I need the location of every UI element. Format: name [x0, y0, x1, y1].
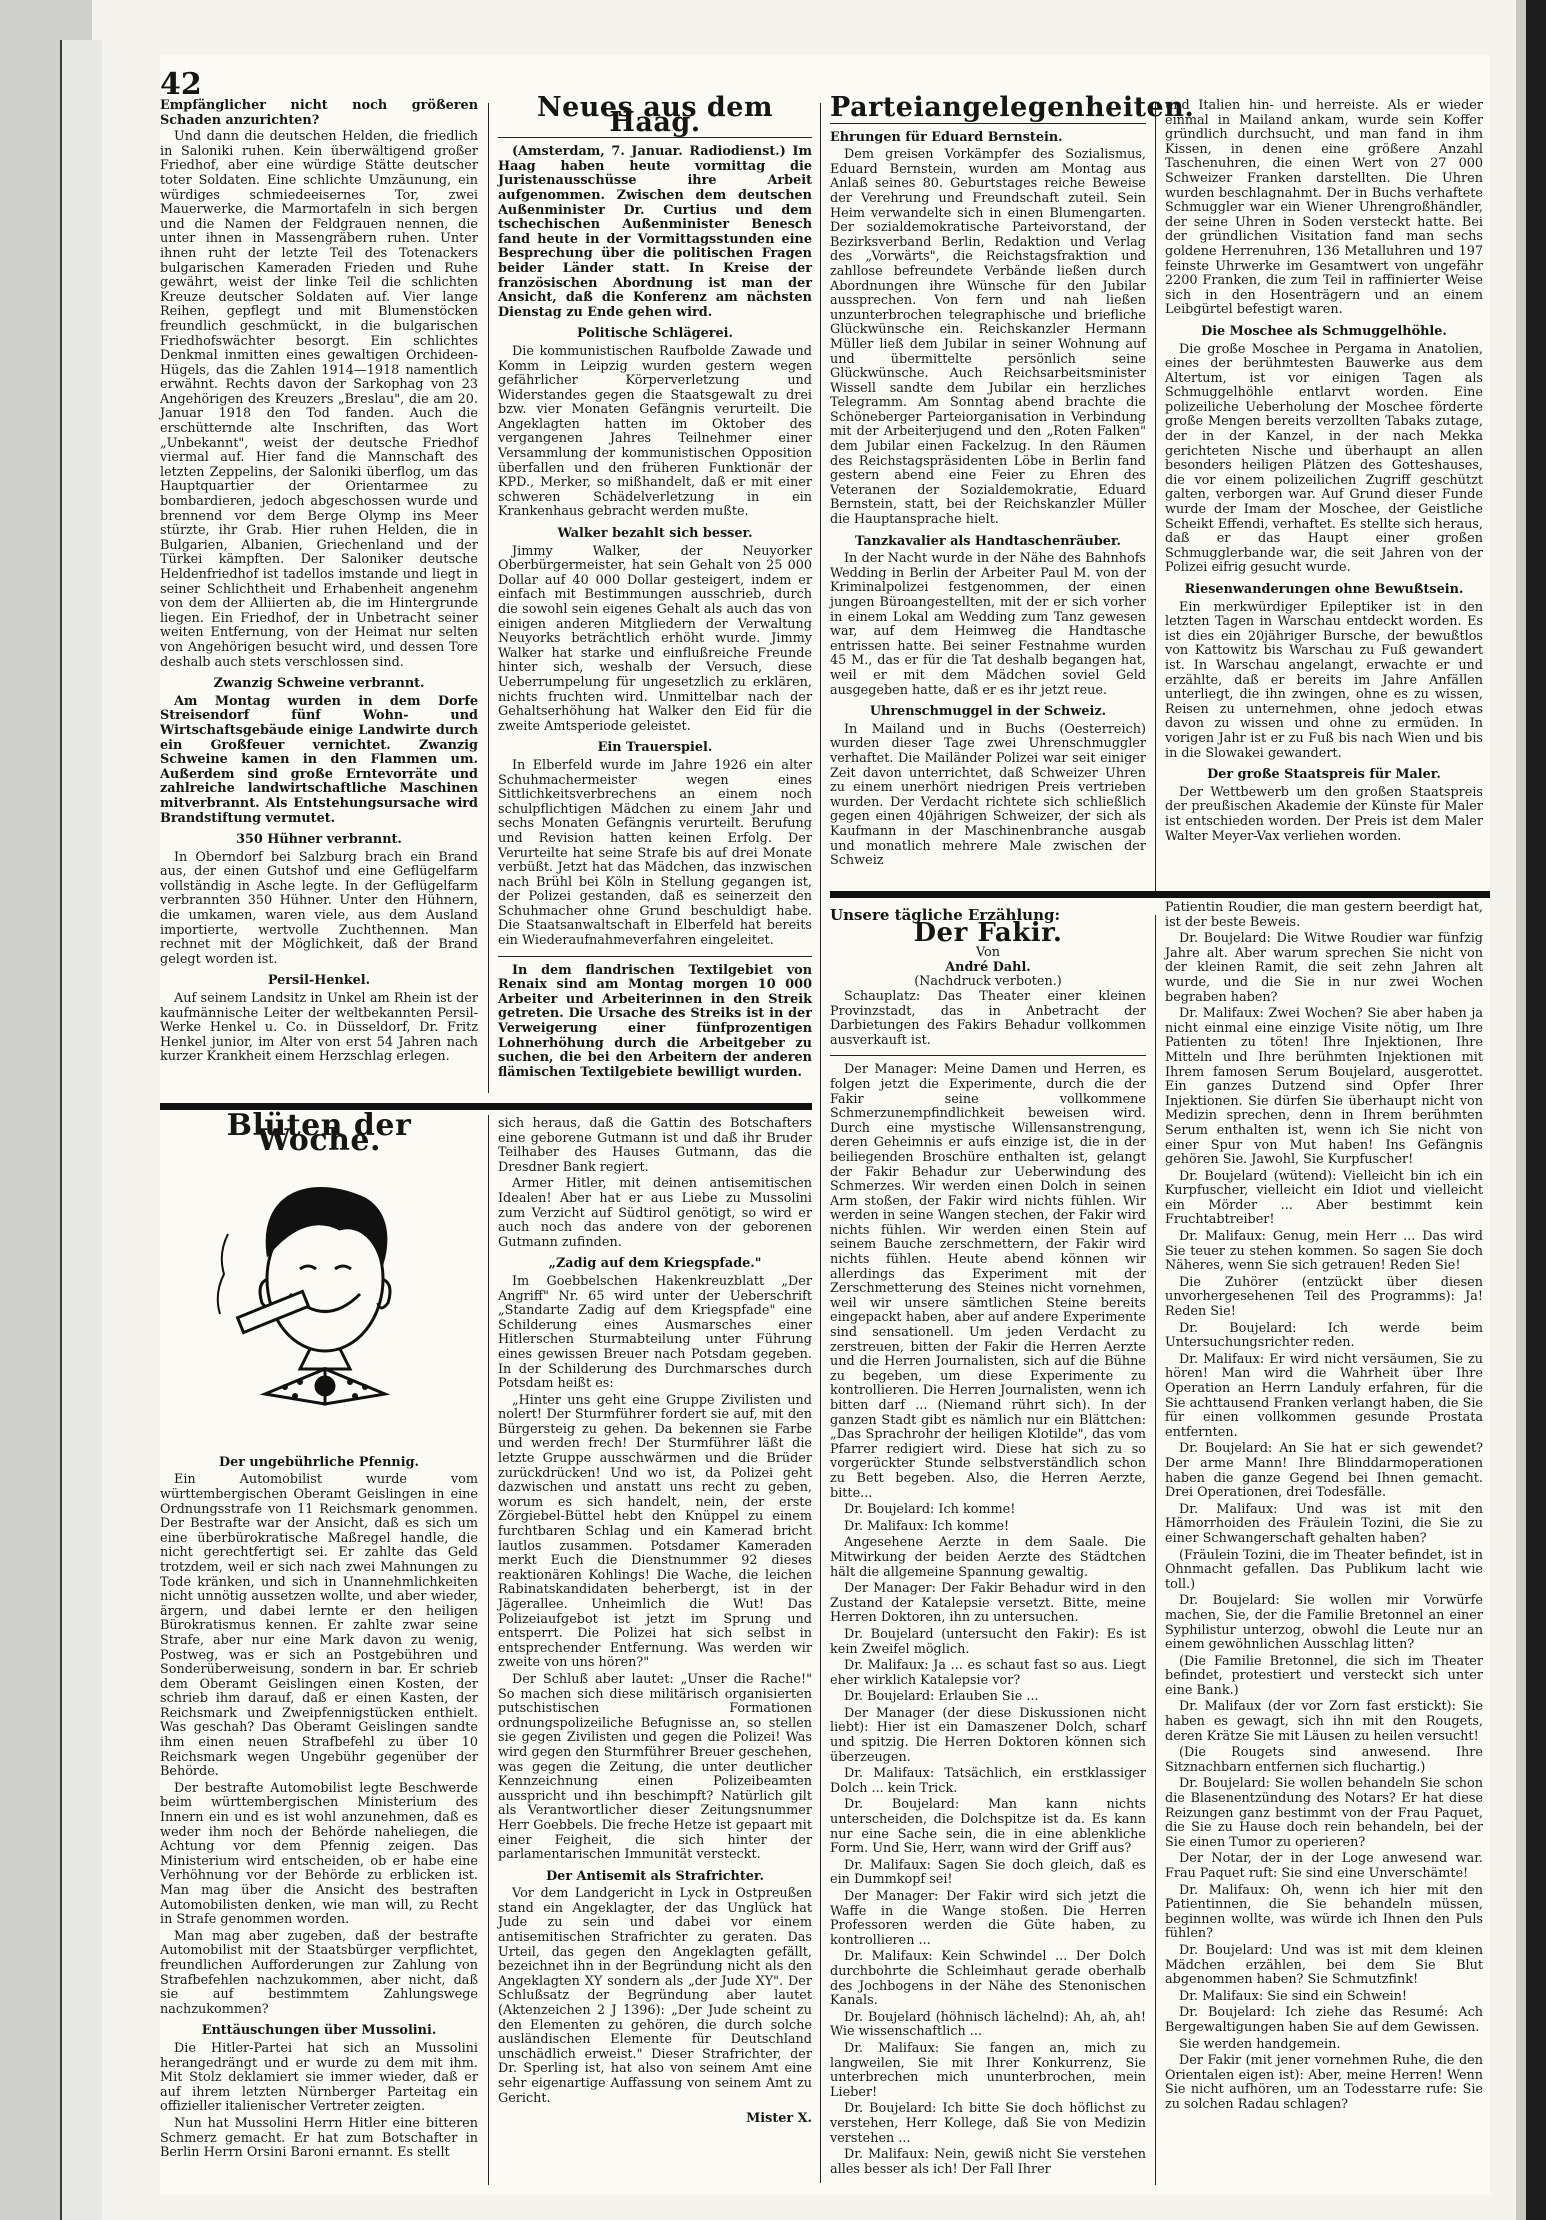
story-paragraph: Dr. Boujelard: An Sie hat er sich gewendet? Der arme Mann! Ihre Blinddarmoperationen haben die ganze Gegend bei Ihnen gemacht. Drei Operationen, drei Todesfälle. — [1165, 1441, 1483, 1501]
divider — [498, 956, 812, 957]
text-paragraph: In Oberndorf bei Salzburg brach ein Brand aus, der einen Gutshof und eine Geflügelfarm vollständig in Asche legte. In der Geflügelfarm verbrannten 350 Hühner. Unter den Hühnern, die umkamen, waren viele, aus dem Ausland importierte, wertvolle Zuchthennen. Man rechnet mit der Möglichkeit, daß der Brand gelegt worden ist. — [160, 849, 478, 967]
story-label: Unsere tägliche Erzählung: — [830, 906, 1060, 924]
story-paragraph: Dr. Malifaux: Nein, gewiß nicht Sie verstehen alles besser als ich! Der Fall Ihrer — [830, 2147, 1146, 2177]
text-paragraph: Der Wettbewerb um den großen Staatspreis der preußischen Akademie der Künste für Maler ist entschieden worden. Der Preis ist dem Maler Walter Meyer-Vax verliehen worden. — [1165, 784, 1483, 844]
article-title: Der ungebührliche Pfennig. — [219, 1454, 419, 1470]
story-paragraph: Dr. Malifaux: Oh, wenn ich hier mit den Patientinnen, die Sie behandeln müssen, beginnen wollte, was würde ich Ihnen den Puls fühlen? — [1165, 1882, 1483, 1942]
text-paragraph: Nun hat Mussolini Herrn Hitler eine bitteren Schmerz gemacht. Er hat zum Botschafter in Berlin Herrn Orsini Baroni ernannt. Es stellt — [160, 2115, 478, 2161]
column-rule — [1155, 103, 1156, 893]
article-title: Tanzkavalier als Handtaschenräuber. — [855, 533, 1121, 549]
column-bluten-der-woche — [160, 1108, 478, 2192]
story-paragraph: Dr. Malifaux: Ich komme! — [844, 1518, 1010, 1534]
story-paragraph: Der Notar, der in der Loge anwesend war. Frau Paquet ruft: Sie sind eine Unverschämte! — [1165, 1851, 1483, 1881]
story-paragraph: Sie werden handgemein. — [1179, 2036, 1341, 2052]
scan-right-border — [1526, 0, 1546, 2220]
story-paragraph: Patientin Roudier, die man gestern beerdigt hat, ist der beste Beweis. — [1165, 900, 1483, 930]
story-copyright-note: (Nachdruck verboten.) — [914, 974, 1062, 990]
text-paragraph: Im Goebbelschen Hakenkreuzblatt „Der Angriff" Nr. 65 wird unter der Ueberschrift „Standarte Zadig auf dem Kriegspfade" eine Schilderung eines Ausmarsches einer Hitlerschen Sturmabteilung unter Führung eines gewissen Breuer nach Potsdam gegeben. In der Schilderung des Durchmarsches durch Potsdam heißt es: — [498, 1273, 812, 1392]
story-paragraph: Dr. Malifaux: Zwei Wochen? Sie aber haben ja nicht einmal eine einzige Visite nötig, um Ihre Patienten zu töten! Ihre Injektionen, Ihre Mitteln und Ihre berühmten Injektionen mit Ihrem famosen Serum Boujelard, ausgerottet. Ein ganzes Dutzend sind Opfer Ihrer Injektionen. Sie dürfen Sie überhaupt nicht von Medizin sprechen, denn in Ihrem berühmten Serum enthalten ist, wenn ich Sie nicht von einer Spur von Mut haben! Ins Gefängnis gehören Sie. Jawohl, Sie Kurpfuscher! — [1165, 1006, 1483, 1168]
story-paragraph: Dr. Malifaux: Und was ist mit den Hämorrhoiden des Fräulein Tozini, die Sie zu einer Schwangerschaft gehalten haben? — [1165, 1501, 1483, 1546]
story-title: Der Fakir. — [913, 917, 1063, 948]
section-heading: Parteiangelegenheiten. — [830, 92, 1195, 123]
story-paragraph: Dr. Boujelard: Sie wollen mir Vorwürfe machen, Sie, der die Familie Bretonnel an einer Syphilistur unterzog, obwohl die Leute nur an einem gewöhnlichen Ausschlag litten? — [1165, 1593, 1483, 1653]
scan-binding-edge — [60, 40, 102, 2220]
column-news-left — [160, 99, 478, 1099]
text-paragraph: Der Schluß aber lautet: „Unser die Rache!" So machen sich diese militärisch organisierten putschistischen Formationen ordnungspolizeiliche Befugnisse an, so stellen sie gegen Zivilisten und gegen die Polizei! Was wird gegen den Sturmführer Breuer geschehen, was gegen die Zeitung, die unter deutlicher Kennzeichnung einen Polizeibeamten ausspricht und ihn beschimpft? Natürlich gilt als Verantwortlicher dieser Zeitungsnummer Herr Goebbels. Die freche Hetze ist gepaart mit einer Feigheit, die sich hinter der parlamentarischen Immunität versteckt. — [498, 1671, 812, 1863]
story-paragraph: Der Manager: Der Fakir wird sich jetzt die Waffe in die Wange stoßen. Die Herren Professoren werden die Güte haben, zu kontrollieren ... — [830, 1889, 1146, 1948]
article-title: Persil-Henkel. — [267, 973, 371, 989]
text-paragraph: Die Hitler-Partei hat sich an Mussolini herangedrängt und er wurde zu dem mit ihm. Mit Stolz deklamiert sie immer wieder, daß er auf ihrem letzten Nürnberger Parteitag ein offizieller italienischer Vertreter zeigten. — [160, 2040, 478, 2115]
story-paragraph: Dr. Malifaux: Genug, mein Herr ... Das wird Sie teuer zu stehen kommen. So sagen Sie doch Näheres, wenn Sie sich getrauen! Reden Sie! — [1165, 1229, 1483, 1274]
article-title: Ein Trauerspiel. — [597, 740, 713, 756]
story-paragraph: Der Manager (der diese Diskussionen nicht liebt): Hier ist ein Damaszener Dolch, scharf und spitzig. Die Herren Doktoren können sich überzeugen. — [830, 1705, 1146, 1765]
section-heading: Neues aus dem Haag. — [536, 92, 774, 138]
article-title: Riesenwanderungen ohne Bewußtsein. — [1184, 582, 1464, 597]
story-paragraph: Dr. Malifaux: Sie fangen an, mich zu langweilen, Sie mit Ihrer Konkurrenz, Sie unterbrechen mich ununterbrochen, mein Lieber! — [830, 2040, 1146, 2100]
story-paragraph: Dr. Malifaux: Sagen Sie doch gleich, daß es ein Dummkopf sei! — [830, 1857, 1146, 1888]
story-paragraph: Dr. Malifaux: Kein Schwindel ... Der Dolch durchbohrte die Schleimhaut gerade oberhalb des Jochbogens in der Nähe des Stenonischen Kanals. — [830, 1949, 1146, 2009]
column-story — [830, 901, 1146, 2191]
text-paragraph: Vor dem Landgericht in Lyck in Ostpreußen stand ein Angeklagter, der das Unglück hat Jude zu sein und dabei vor einem antisemitischen Strafrichter zu geraten. Das Urteil, das gegen den Angeklagten gefällt, bezeichnet ihn in der Begründung nicht als den Angeklagten XY sondern als „der Jude XY". Der Schlußsatz der Begründung aber lautet (Aktenzeichen 2 J 1396): „Der Jude scheint zu den Elementen zu gehören, die durch solche ausländischen Elemente für Deutschland unschädlich erweist." Dieser Strafrichter, der Dr. Sperling ist, hat also von seinem Amt eine sehr eigenartige Auffassung von seinem Amt zu Gericht. — [498, 1886, 812, 2106]
story-paragraph: Dr. Boujelard: Man kann nichts unterscheiden, die Dolchspitze ist da. Es kann nur eine Sache sein, die in eine ablenkliche Form. Und Sie, Herr, wann wird der Griff aus? — [830, 1797, 1146, 1857]
scan-right-margin — [1516, 0, 1526, 2220]
column-story-continued — [1165, 901, 1483, 2191]
article-title: Der große Staatspreis für Maler. — [1207, 767, 1441, 783]
text-paragraph: und Italien hin- und herreiste. Als er wieder einmal in Mailand ankam, wurde sein Koffer gründlich durchsucht, und man fand in ihm Kissen, in denen eine größere Anzahl Taschenuhren, die einen Wert von 27 000 Schweizer Franken darstellten. Die Uhren wurden beschlagnahmt. Der in Buchs verhaftete Schmuggler war ein Wiener Uhrengroßhändler, der seine Uhren in Soden versteckt hatte. Bei der gründlichen Visitation fand man sechs goldene Herrenuhren, 136 Metalluhren und 197 feinste Uhrwerke im Gesamtwert von ungefähr 2200 Franken, die zum Teil in raffinierter Weise sich in den Hosenträgern und an einem Leibgürtel befestigt waren. — [1165, 98, 1483, 318]
text-paragraph: Man mag aber zugeben, daß der bestrafte Automobilist mit der Staatsbürger verpflichtet, freundlichen Aufforderungen zur Zahlung von Strafbefehlen nachzukommen, aber nicht, daß sie auf bestimmtem Zahlungswege nachzukommen? — [160, 1928, 478, 2017]
story-paragraph: Dr. Malifaux: Er wird nicht versäumen, Sie zu hören! Man wird die Wahrheit über Ihre Operation an Herrn Landuly erfahren, für die Sie achttausend Franken verlangt haben, die Sie für einen vollkommen gesunde Prostata entfernten. — [1165, 1351, 1483, 1440]
story-scene: Schauplatz: Das Theater einer kleinen Provinzstadt, das in Anbetracht der Darbietungen des Fakirs Behadur vollkommen ausverkauft ist. — [830, 988, 1146, 1048]
text-paragraph: Am Montag wurden in dem Dorfe Streisendorf fünf Wohn- und Wirtschaftsgebäude einige Landwirte durch ein Großfeuer vernichtet. Zwanzig Schweine kamen in den Flammen um. Außerdem sind große Erntevorräte und zahlreiche landwirtschaftliche Maschinen mitverbrannt. Als Entstehungsursache wird Brandstiftung vermutet. — [160, 693, 478, 826]
story-paragraph: Dr. Boujelard (wütend): Vielleicht bin ich ein Kurpfuscher, vielleicht ein Idiot und vielleicht ein Mörder ... Aber bestimmt kein Fruchtabtreiber! — [1165, 1168, 1483, 1228]
story-paragraph: Dr. Boujelard: Die Witwe Roudier war fünfzig Jahre alt. Aber warum sprechen Sie nicht von der kleinen Ramit, die seit zehn Jahren alt wurde, und die Sie in nur zwei Wochen begraben haben? — [1165, 931, 1483, 1005]
text-paragraph: (Amsterdam, 7. Januar. Radiodienst.) Im Haag haben heute vormittag die Juristenausschüsse ihre Arbeit aufgenommen. Zwischen dem deutschen Außenminister Dr. Curtius und dem tschechischen Außenminister Benesch fand heute in der Vormittagsstunden eine Besprechung über die politischen Fragen beider Länder statt. In Kreise der französischen Abordnung ist man der Ansicht, daß die Konferenz am nächsten Dienstag zu Ende gehen wird. — [498, 144, 812, 320]
story-paragraph: Dr. Malifaux: Tatsächlich, ein erstklassiger Dolch ... kein Trick. — [830, 1766, 1146, 1796]
text-paragraph: In der Nacht wurde in der Nähe des Bahnhofs Wedding in Berlin der Arbeiter Paul M. von der Kriminalpolizei festgenommen, der einen jungen Büroangestellten, mit der er sich vorher in einem Lokal am Wedding zum Tanz gewesen war, auf dem Heimweg die Handtasche entrissen hatte. Bei seiner Festnahme wurden 45 M., das er für die Tat deshalb begangen hat, weil er mit dem Mädchen soviel Geld ausgegeben hatte, daß er es ihr jetzt reue. — [830, 551, 1146, 698]
story-paragraph: Der Manager: Meine Damen und Herren, es folgen jetzt die Experimente, durch die der Fakir seine vollkommene Schmerzunempfindlichkeit beweisen wird. Durch eine mystische Willensanstrengung, deren Geheimnis er aufs einzige ist, die in der beiliegenden Broschüre enthalten ist, gelangt der Fakir Behadur zur Ueberwindung des Schmerzes. Wir werden einen Dolch in seinen Arm stoßen, der Fakir wird nichts fühlen. Wir werden in seine Wangen stechen, der Fakir wird nichts fühlen. Wir werden einen Stein auf seinem Bauche zerschmettern, der Fakir wird nichts fühlen. Heute abend können wir allerdings das Experiment mit der Zerschmetterung des Steines nicht vornehmen, weil wir unsere sämtlichen Steine bereits eingepackt haben, aber auf andere Experimente sind sensationell. Um jeden Verdacht zu zerstreuen, bitten der Fakir die Herren Aerzte und die Herren Journalisten, sich auf die Bühne zu begeben, um diese Experimente zu kontrollieren. Die Herren Journalisten, wenn ich bitten darf ... (Niemand rührt sich). In der ganzen Stadt gibt es nämlich nur ein Blättchen: „Das Sprachrohr der heiligen Klotilde", das vom Pfarrer redigiert wird. Diese hat sich zu so vorgerückter Stunde selbstverständlich schon zu Bett begeben. Also, die Herren Aerzte, bitte... — [830, 1062, 1146, 1501]
column-neues-aus-dem-haag — [498, 92, 812, 1089]
story-translation-note: Der Fakir (mit jener vornehmen Ruhe, die den Orientalen eigen ist): Aber, meine Herren! Wenn Sie nicht aufhören, um an Todesstarre rufe: Sie zu solchen Radau schlagen? — [1165, 2053, 1483, 2112]
author-signature: Mister X. — [746, 2111, 812, 2127]
text-paragraph: Ein Automobilist wurde vom württembergischen Oberamt Geislingen in eine Ordnungsstrafe von 11 Reichsmark genommen. Der Bestrafte war der Ansicht, daß es sich um eine überbürokratische Maßregel handle, die nicht gerechtfertigt sei. Er zahlte das Geld trotzdem, weil er sich nach zwei Mahnungen zu Tode kränken, und sich in Unannehmlichkeiten nicht unnötig aussetzen wollte, und aber wieder, ärgern, und dabei lernte er den heiligen Bürokratismus kennen. Er zahlte zwar seine Strafe, aber nur eine Mark davon zu wenig, Postweg, was er sich an Postgebühren und Sonderüberweisung, sondern in bar. Er schrieb dem Oberamt Geislingen einen Kosten, der schrieb ihm darauf, daß er einen Kasten, der Reichsmark und Zweipfennigstücken enthielt. Was geschah? Das Oberamt Geislingen sandte ihm einen neuen Strafbefehl zu über 10 Reichsmark wegen Ungebühr gegenüber der Behörde. — [160, 1472, 478, 1780]
section-rule — [830, 891, 1490, 898]
text-paragraph: In Mailand und in Buchs (Oesterreich) wurden dieser Tage zwei Uhrenschmuggler verhaftet. Die Mailänder Polizei war seit einiger Zeit davon unterrichtet, daß Schweizer Uhren zu einem unerhört niedrigen Preis vertrieben wurden. Der Verdacht richtete sich schließlich gegen einen 40jährigen Schweizer, der sich als Kaufmann in der Maschinenbranche ausgab und monatlich mehrere Male zwischen der Schweiz — [830, 721, 1146, 869]
column-rule — [488, 103, 489, 1093]
divider — [830, 1055, 1146, 1056]
story-byline: Von — [975, 945, 1000, 961]
text-paragraph: Die große Moschee in Pergama in Anatolien, eines der berühmtesten Bauwerke aus dem Altertum, ist vor einigen Tagen als Schmuggelhöhle entlarvt worden. Eine polizeiliche Ueberholung der Moschee förderte große Mengen bereits verzollten Tabaks zutage, der in der Kanzel, in der nach Mekka gerichteten Nische und überhaupt an allen besonders heiligen Plätzen des Gotteshauses, die vor einem polizeilichen Zugriff geschützt galten, verborgen war. Auf Grund dieser Funde wurde der Imam der Moschee, der Geistliche Scheikt Effendi, verhaftet. Es stellte sich heraus, daß er das Haupt einer großen Schmugglerbande war, die seit Jahren von der Polizei eifrig gesucht wurde. — [1165, 341, 1483, 576]
story-paragraph: Dr. Boujelard: Ich bitte Sie doch höflichst zu verstehen, Herr Kollege, daß Sie von Medizin verstehen ... — [830, 2101, 1146, 2146]
text-paragraph: In dem flandrischen Textilgebiet von Renaix sind am Montag morgen 10 000 Arbeiter und Arbeiterinnen in den Streik getreten. Die Ursache des Streiks ist in der Verweigerung einer fünfprozentigen Lohnerhöhung durch die Arbeitgeber zu suchen, die bei den Arbeitern der anderen flämischen Textilgebiete bewilligt wurden. — [498, 962, 812, 1080]
article-title: Politische Schlägerei. — [577, 326, 733, 342]
column-rule — [820, 103, 821, 2183]
text-paragraph: In Elberfeld wurde im Jahre 1926 ein alter Schuhmachermeister wegen eines Sittlichkeitsverbrechens an einem noch schulpflichtigen Mädchen zu einem Jahr und sechs Monaten Gefängnis verurteilt. Berufung und Revision hatten keinen Erfolg. Der Verurteilte hat seine Strafe bis auf drei Monate verbüßt. Jetzt hat das Mädchen, das inzwischen nach Brühl bei Köln in Stellung gegangen ist, der Polizei gestanden, daß es seinerzeit den Schuhmacher ohne Grund beschuldigt habe. Die Staatsanwaltschaft in Elberfeld hat bereits ein Wiederaufnahmeverfahren eingeleitet. — [498, 757, 812, 949]
article-title: Ehrungen für Eduard Bernstein. — [830, 129, 1063, 145]
story-paragraph: (Die Familie Bretonnel, die sich im Theater befindet, protestiert und versteckt sich unter eine Bank.) — [1165, 1653, 1483, 1698]
column-parteiangelegenheiten — [830, 92, 1195, 884]
text-paragraph: Auf seinem Landsitz in Unkel am Rhein ist der kaufmännische Leiter der weltbekannten Persil-Werke Henkel u. Co. in Düsseldorf, Dr. Fritz Henkel junior, im Alter von erst 54 Jahren nach kurzer Krankheit einem Herzschlag erlegen. — [160, 991, 478, 1065]
text-paragraph: Empfänglicher nicht noch größeren Schaden anzurichten? — [160, 98, 478, 128]
text-paragraph: Ein merkwürdiger Epileptiker ist in den letzten Tagen in Warschau entdeckt worden. Es ist dies ein 20jähriger Bursche, der bewußtlos von Kattowitz bis Warschau zu Fuß gewandert ist. In Warschau angelangt, erwachte er und erzählte, daß er bereits im Jahre Anfällen unterliegt, die ihn zwingen, ohne es zu wissen, Reisen zu unternehmen, ohne jedoch etwas davon zu wissen und ohne zu ermüden. In vorigen Jahr ist er zu Fuß bis nach Wien und bis in die Slowakei gewandert. — [1165, 599, 1483, 761]
text-paragraph: Und dann die deutschen Helden, die friedlich in Saloniki ruhen. Kein überwältigend großer Friedhof, aber eine würdige Stätte deutscher toter Soldaten. Eine schlichte Umzäunung, ein würdiges schmiedeeisernes Tor, zwei Mauerwerke, die Marmortafeln in sich bergen und die Namen der Feldgrauen nennen, die unter ihnen in Massengräbern ruhen. Unter ihnen ruht der letzte Teil des Totenackers bulgarischen Kameraden Frieden und Ruhe gewährt, weist der linke Teil die schlichten Kreuze deutscher Soldaten auf. Vier lange Reihen, gepflegt und mit Blumenstöcken freundlich geschmückt, in die bulgarischen Friedhofswächter besorgt. Ein schlichtes Denkmal inmitten eines gewaltigen Orchideen-Hügels, das die Zahlen 1914—1918 namentlich erwähnt. Rechts davon der Sarkophag von 23 Angehörigen des Kreuzers „Breslau", die am 20. Januar 1918 den Tod fanden. Auch die erschütternde alte Inschriften, das Wort „Unbekannt", weist der deutsche Friedhof viermal auf. Hier fand die Mannschaft des letzten Zeppelins, der Saloniki überflog, um das Hauptquartier der Orientarmee zu bombardieren, jedoch abgeschossen wurde und brennend vor dem Berge Olymp ins Meer stürzte, ihr Grab. Hier ruhen Helden, die in Bulgarien, Albanien, Griechenland und der Türkei kämpften. Der Saloniker deutsche Heldenfriedhof ist tadellos imstande und liegt in seiner Schlichtheit und Erhabenheit angenehm von dem der Alliierten ab, die im Hintergrunde liegen. Ein Friedhof, der in Unbetracht seiner weiten Entfernung, von der Heimat nur selten von Angehörigen besucht wird, und dessen Tore deshalb auch stets verschlossen sind. — [160, 129, 478, 670]
story-paragraph: Dr. Boujelard: Ich werde beim Untersuchungsrichter reden. — [1165, 1320, 1483, 1351]
newspaper-page — [160, 55, 1490, 2195]
article-title: Der Antisemit als Strafrichter. — [546, 1868, 764, 1884]
story-paragraph: Dr. Boujelard: Und was ist mit dem kleinen Mädchen erzählen, bei dem Sie Blut abgenommen haben? Sie Schmutzfink! — [1165, 1942, 1483, 1988]
text-paragraph: Jimmy Walker, der Neuyorker Oberbürgermeister, hat sein Gehalt von 25 000 Dollar auf 40 000 Dollar gesteigert, indem er einfach mit Bestimmungen ausschrieb, durch die sowohl sein eigenes Gehalt als auch das von einigen anderen Mitgliedern der Verwaltung Neuyorks beträchtlich erhöht wurde. Jimmy Walker hat starke und einflußreiche Freunde hinter sich, weshalb der Versuch, diese Ueberrumpelung für ungesetzlich zu erklären, nichts fruchten wird. Unmittelbar nach der Gehaltserhöhung hat Walker den Eid für die zweite Amtsperiode geleistet. — [498, 543, 812, 734]
article-title: Walker bezahlt sich besser. — [557, 526, 753, 542]
story-paragraph: (Die Rougets sind anwesend. Ihre Sitznachbarn entfernen sich fluchartig.) — [1165, 1745, 1483, 1775]
story-paragraph: Dr. Malifaux: Ja ... es schaut fast so aus. Liegt eher wirklich Katalepsie vor? — [830, 1658, 1146, 1688]
text-paragraph: „Hinter uns geht eine Gruppe Zivilisten und nolert! Der Sturmführer fordert sie auf, mit den Bürgersteig zu gehen. Da bekennen sie Farbe und werden frech! Der Sturmführer läßt die letzte Gruppe ausschwärmen und die Brüder zurückdrücken! Und wo ist, da Polizei geht dazwischen und anstatt uns recht zu geben, worum es sich handelt, nein, der erste Zörgiebel-Büttel hebt den Knüppel zu einem furchtbaren Schlag und ein Kamerad bricht lautlos zusammen. Potsdamer Kameraden merkt Euch die Dienstnummer 92 dieses reaktionären Kohlings! Die Wache, die leichen Rabinatskandidaten beherbergt, ist in der Jägerallee. Unheimlich die Wut! Das Polizeiaufgebot ist jetzt im Sprung und entsperrt. Die Polizei hat sich selbst in entsprechender Entfernung. Was werden wir zweite von uns hören?" — [498, 1392, 812, 1671]
cartoon-illustration — [160, 1154, 478, 1444]
article-title: Enttäuschungen über Mussolini. — [201, 2023, 437, 2039]
story-paragraph: Dr. Malifaux (der vor Zorn fast erstickt): Sie haben es gewagt, sich ihn mit den Rougets, deren Krätze Sie mit Läusen zu heilen versucht! — [1165, 1699, 1483, 1744]
story-paragraph: Dr. Boujelard: Erlauben Sie ... — [844, 1689, 1039, 1705]
text-paragraph: Die kommunistischen Raufbolde Zawade und Komm in Leipzig wurden gestern wegen gefährlicher Körperverletzung und Widerstandes gegen die Staatsgewalt zu drei bzw. vier Monaten Gefängnis verurteilt. Die Angeklagten hatten im Oktober des vergangenen Jahres Teilnehmer einer Versammlung der kommunistischen Opposition überfallen und den früheren Funktionär der KPD., Merker, so mißhandelt, daß er mit einer schweren Schädelverletzung in ein Krankenhaus gebracht werden mußte. — [498, 343, 812, 520]
article-title: 350 Hühner verbrannt. — [236, 832, 402, 848]
story-paragraph: Die Zuhörer (entzückt über diesen unvorhergesehenen Teil des Programms): Ja! Reden Sie! — [1165, 1274, 1483, 1320]
section-heading: Blüten der Woche. — [226, 1108, 412, 1158]
story-paragraph: Dr. Boujelard: Ich komme! — [844, 1502, 1016, 1518]
article-title: „Zadig auf dem Kriegspfade." — [548, 1256, 762, 1272]
story-paragraph: Dr. Boujelard: Sie wollen behandeln Sie schon die Blasenentzündung des Notars? Er hat diese Reizungen ganz bestimmt von der Frau Paquet, die Sie zu Hause doch rein behandeln, bei der Sie einen Tumor zu operieren? — [1165, 1776, 1483, 1850]
column-news-right — [1165, 99, 1483, 884]
article-title: Die Moschee als Schmuggelhöhle. — [1201, 323, 1447, 339]
story-paragraph: Der Manager: Der Fakir Behadur wird in den Zustand der Katalepsie versetzt. Bitte, meine Herren Doktoren, ihn zu untersuchen. — [830, 1581, 1146, 1626]
column-bluten-continued — [498, 1117, 812, 2192]
column-rule — [1155, 915, 1156, 2185]
text-paragraph: Armer Hitler, mit deinen antisemitischen Idealen! Aber hat er aus Liebe zu Mussolini zum Verzicht auf Südtirol genötigt, so wird er auch noch das andere von der geborenen Gutmann zufinden. — [498, 1176, 812, 1250]
story-paragraph: Angesehene Aerzte in dem Saale. Die Mitwirkung der beiden Aerzte des Städtchen hält die allgemeine Spannung gewaltig. — [830, 1535, 1146, 1580]
column-rule — [488, 1115, 489, 2185]
page-number: 42 — [160, 67, 202, 102]
story-paragraph: Dr. Malifaux: Sie sind ein Schwein! — [1179, 1988, 1408, 2004]
story-author: André Dahl. — [945, 959, 1031, 975]
text-paragraph: Der bestrafte Automobilist legte Beschwerde beim württembergischen Ministerium des Innern ein und es ist wohl anzunehmen, daß es weder ihm noch der Behörde naheliegen, die Achtung vor dem Pfennig zeigen. Das Ministerium wird entscheiden, ob er habe eine Verhöhnung vor der Behörde zu erblicken ist. Man mag über die Ansicht des bestraften Automobilisten denken, wie man will, zu Recht in Strafe genommen worden. — [160, 1780, 478, 1928]
text-paragraph: sich heraus, daß die Gattin des Botschafters eine geborene Gutmann ist und daß ihr Bruder Teilhaber des Hauses Gutmann, das die Dresdner Bank regiert. — [498, 1116, 812, 1175]
article-title: Zwanzig Schweine verbrannt. — [213, 676, 425, 692]
story-paragraph: (Fräulein Tozini, die im Theater befindet, ist in Ohnmacht gefallen. Das Publikum lacht wie toll.) — [1165, 1547, 1483, 1592]
article-title: Uhrenschmuggel in der Schweiz. — [869, 704, 1107, 720]
story-paragraph: Dr. Boujelard (höhnisch lächelnd): Ah, ah, ah! Wie wissenschaftlich ... — [830, 2009, 1146, 2040]
story-paragraph: Dr. Boujelard: Ich ziehe das Resumé: Ach Bergewaltigungen haben Sie auf dem Gewissen. — [1165, 2005, 1483, 2035]
story-paragraph: Dr. Boujelard (untersucht den Fakir): Es ist kein Zweifel möglich. — [830, 1626, 1146, 1657]
text-paragraph: Dem greisen Vorkämpfer des Sozialismus, Eduard Bernstein, wurden am Montag aus Anlaß seines 80. Geburtstages reiche Beweise der Verehrung und Freundschaft zuteil. Sein Heim verwandelte sich in einen Blumengarten. Der sozialdemokratische Parteivorstand, der Bezirksverband Berlin, Redaktion und Verlag des „Vorwärts", die Reichstagsfraktion und zahllose befreundete Verbände ließen durch Abordnungen ihre Wünsche für den Jubilar aussprechen. Von fern und nah ließen unzunterbrochen telegraphische und briefliche Glückwünsche ein. Reichskanzler Hermann Müller ließ dem Jubilar in seiner Wohnung auf und übermittelte persönlich seine Glückwünsche. Auch Reichsarbeitsminister Wissell sandte dem Jubilar ein herzliches Telegramm. Am Sonntag abend brachte die Schöneberger Parteiorganisation in Verbindung mit der Arbeiterjugend und den „Roten Falken" dem Jubilar einen Fackelzug. In den Räumen des Reichstagspräsidenten Löbe in Berlin fand gestern abend eine Feier zu Ehren des Veteranen der Sozialdemokratie, Eduard Bernstein, statt, bei der Reichskanzler Müller die Hauptansprache hielt. — [830, 147, 1146, 528]
